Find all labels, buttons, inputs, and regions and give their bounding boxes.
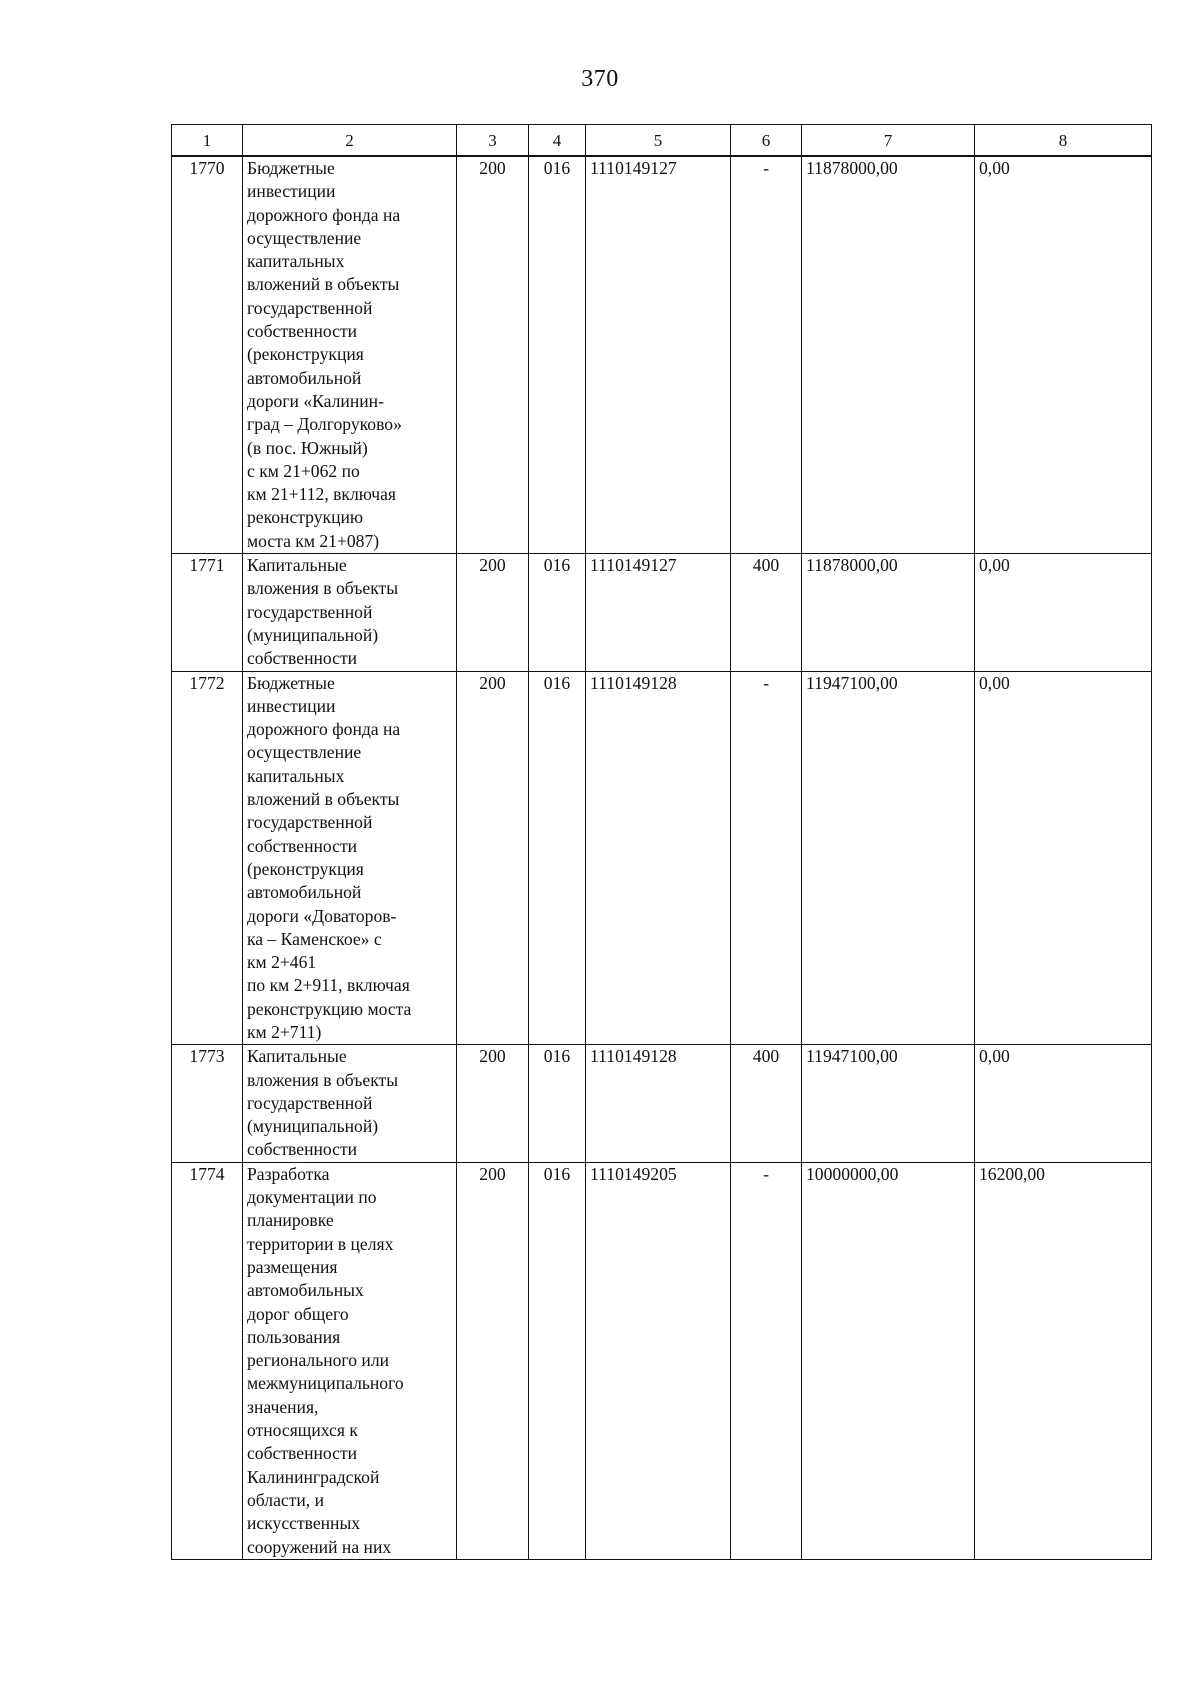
column-6-cell: - — [731, 1162, 802, 1559]
description-line: собственности — [247, 1139, 358, 1160]
description-line: Бюджетные — [247, 672, 335, 693]
description-cell — [243, 1162, 457, 1559]
description-line: км 2+461 — [247, 952, 317, 973]
description-line: моста км 21+087) — [247, 530, 380, 551]
description-line: документации по — [247, 1187, 377, 1208]
description-line: собственности — [247, 835, 358, 856]
description-line: с км 21+062 по — [247, 460, 360, 481]
table-row — [172, 554, 1152, 671]
description-line: град – Долгоруково» — [247, 414, 402, 435]
description-line: дорожного фонда на — [247, 719, 401, 740]
column-header-4: 4 — [529, 125, 586, 157]
column-8-cell: 16200,00 — [975, 1162, 1152, 1559]
row-number-cell: 1772 — [172, 671, 243, 1045]
table-body — [172, 156, 1152, 1559]
description-line: (муниципальной) — [247, 624, 379, 645]
column-6-cell: - — [731, 671, 802, 1045]
column-5-cell: 1110149127 — [586, 554, 731, 671]
column-header-2: 2 — [243, 125, 457, 157]
description-line: (реконструкция — [247, 858, 364, 879]
column-5-cell: 1110149205 — [586, 1162, 731, 1559]
description-line: вложений в объекты — [247, 789, 400, 810]
column-header-7: 7 — [802, 125, 975, 157]
description-line: автомобильной — [247, 882, 362, 903]
column-8-cell: 0,00 — [975, 1045, 1152, 1162]
description-line: реконструкцию — [247, 507, 364, 528]
description-line: реконструкцию моста — [247, 998, 412, 1019]
table-row — [172, 671, 1152, 1045]
column-7-cell: 10000000,00 — [802, 1162, 975, 1559]
description-line: Капитальные — [247, 1046, 347, 1067]
description-cell — [243, 671, 457, 1045]
column-5-cell: 1110149127 — [586, 156, 731, 554]
column-8-cell: 0,00 — [975, 671, 1152, 1045]
column-7-cell: 11947100,00 — [802, 671, 975, 1045]
column-7-cell: 11878000,00 — [802, 156, 975, 554]
description-line: инвестиции — [247, 695, 336, 716]
column-header-1: 1 — [172, 125, 243, 157]
description-line: собственности — [247, 648, 358, 669]
description-line: дорожного фонда на — [247, 204, 401, 225]
description-cell — [243, 1045, 457, 1162]
description-line: собственности — [247, 1443, 358, 1464]
description-line: вложений в объекты — [247, 274, 400, 295]
column-3-cell: 200 — [457, 554, 529, 671]
column-4-cell: 016 — [529, 1162, 586, 1559]
description-line: вложения в объекты — [247, 1069, 399, 1090]
description-line: осуществление — [247, 742, 362, 763]
description-line: капитальных — [247, 251, 345, 272]
description-line: регионального или — [247, 1350, 390, 1371]
row-number-cell: 1770 — [172, 156, 243, 554]
description-line: (в пос. Южный) — [247, 437, 368, 458]
column-5-cell: 1110149128 — [586, 1045, 731, 1162]
description-line: ка – Каменское» с — [247, 928, 382, 949]
description-line: размещения — [247, 1256, 338, 1277]
row-number-cell: 1771 — [172, 554, 243, 671]
description-line: пользования — [247, 1326, 341, 1347]
header-row — [172, 125, 1152, 157]
description-line: дороги «Калинин- — [247, 390, 384, 411]
description-line: км 21+112, включая — [247, 484, 396, 505]
description-line: Капитальные — [247, 555, 347, 576]
column-7-cell: 11878000,00 — [802, 554, 975, 671]
description-line: (муниципальной) — [247, 1116, 379, 1137]
budget-table — [171, 124, 1152, 1560]
description-line: вложения в объекты — [247, 578, 399, 599]
column-header-5: 5 — [586, 125, 731, 157]
description-line: государственной — [247, 1092, 373, 1113]
column-5-cell: 1110149128 — [586, 671, 731, 1045]
description-line: Бюджетные — [247, 158, 335, 178]
description-line: автомобильных — [247, 1280, 364, 1301]
description-line: Калининградской — [247, 1466, 380, 1487]
description-line: относящихся к — [247, 1420, 358, 1441]
column-8-cell: 0,00 — [975, 554, 1152, 671]
description-cell — [243, 554, 457, 671]
description-line: искусственных — [247, 1513, 361, 1534]
description-line: области, и — [247, 1489, 325, 1510]
column-4-cell: 016 — [529, 671, 586, 1045]
table-row — [172, 156, 1152, 554]
description-line: дорог общего — [247, 1303, 349, 1324]
description-line: Разработка — [247, 1163, 330, 1184]
description-line: осуществление — [247, 227, 362, 248]
column-3-cell: 200 — [457, 1162, 529, 1559]
column-3-cell: 200 — [457, 671, 529, 1045]
column-3-cell: 200 — [457, 1045, 529, 1162]
description-line: значения, — [247, 1396, 319, 1417]
description-line: государственной — [247, 297, 373, 318]
description-line: км 2+711) — [247, 1021, 322, 1042]
column-4-cell: 016 — [529, 554, 586, 671]
table-row — [172, 1162, 1152, 1559]
description-line: по км 2+911, включая — [247, 975, 410, 996]
column-header-8: 8 — [975, 125, 1152, 157]
page-number: 370 — [581, 66, 619, 92]
description-line: государственной — [247, 601, 373, 622]
description-line: государственной — [247, 812, 373, 833]
column-6-cell: 400 — [731, 1045, 802, 1162]
column-4-cell: 016 — [529, 1045, 586, 1162]
description-line: планировке — [247, 1210, 334, 1231]
description-line: автомобильной — [247, 367, 362, 388]
row-number-cell: 1774 — [172, 1162, 243, 1559]
description-line: собственности — [247, 321, 358, 342]
description-line: межмуниципального — [247, 1373, 404, 1394]
column-header-3: 3 — [457, 125, 529, 157]
column-8-cell: 0,00 — [975, 156, 1152, 554]
column-6-cell: 400 — [731, 554, 802, 671]
description-line: капитальных — [247, 765, 345, 786]
description-cell — [243, 156, 457, 554]
description-line: территории в целях — [247, 1233, 394, 1254]
column-header-6: 6 — [731, 125, 802, 157]
column-6-cell: - — [731, 156, 802, 554]
description-line: (реконструкция — [247, 344, 364, 365]
description-line: инвестиции — [247, 181, 336, 202]
description-line: сооружений на них — [247, 1536, 392, 1557]
column-7-cell: 11947100,00 — [802, 1045, 975, 1162]
table-row — [172, 1045, 1152, 1162]
row-number-cell: 1773 — [172, 1045, 243, 1162]
column-3-cell: 200 — [457, 156, 529, 554]
column-4-cell: 016 — [529, 156, 586, 554]
description-line: дороги «Доваторов- — [247, 905, 397, 926]
